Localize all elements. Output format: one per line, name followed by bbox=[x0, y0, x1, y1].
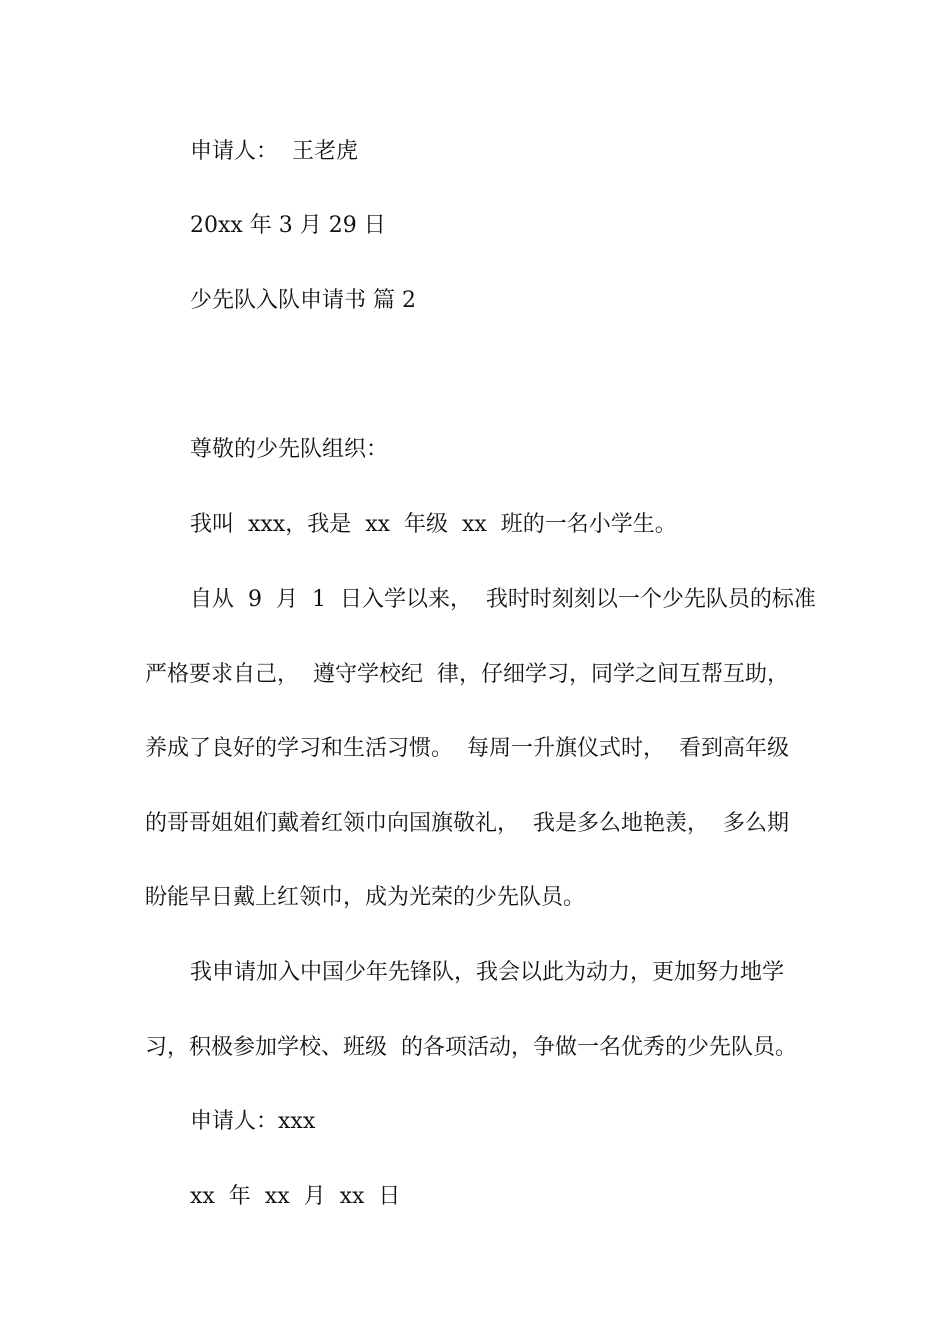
paragraph-1-line-4: 的哥哥姐姐们戴着红领巾向国旗敬礼， 我是多么地艳羡， 多么期 bbox=[145, 811, 789, 836]
section-title: 少先队入队申请书 篇 2 bbox=[190, 288, 416, 313]
applicant-line-2: 申请人：xxx bbox=[190, 1109, 316, 1134]
paragraph-1-line-3: 养成了良好的学习和生活习惯。 每周一升旗仪式时， 看到高年级 bbox=[145, 736, 789, 761]
paragraph-1-line-5: 盼能早日戴上红领巾，成为光荣的少先队员。 bbox=[145, 885, 586, 910]
intro-line: 我叫 xxx，我是 xx 年级 xx 班的一名小学生。 bbox=[190, 512, 677, 537]
paragraph-1-line-2: 严格要求自己， 遵守学校纪 律，仔细学习，同学之间互帮互助， bbox=[145, 662, 789, 687]
date-line-1: 20xx 年 3 月 29 日 bbox=[190, 213, 386, 238]
paragraph-2-line-1: 我申请加入中国少年先锋队，我会以此为动力，更加努力地学 bbox=[190, 960, 785, 985]
paragraph-2-line-2: 习，积极参加学校、班级 的各项活动，争做一名优秀的少先队员。 bbox=[145, 1035, 797, 1060]
salutation: 尊敬的少先队组织： bbox=[190, 437, 389, 462]
paragraph-1-line-1: 自从 9 月 1 日入学以来， 我时时刻刻以一个少先队员的标准 bbox=[190, 587, 816, 612]
date-line-2: xx 年 xx 月 xx 日 bbox=[190, 1184, 401, 1209]
applicant-line-1: 申请人： 王老虎 bbox=[190, 139, 358, 164]
